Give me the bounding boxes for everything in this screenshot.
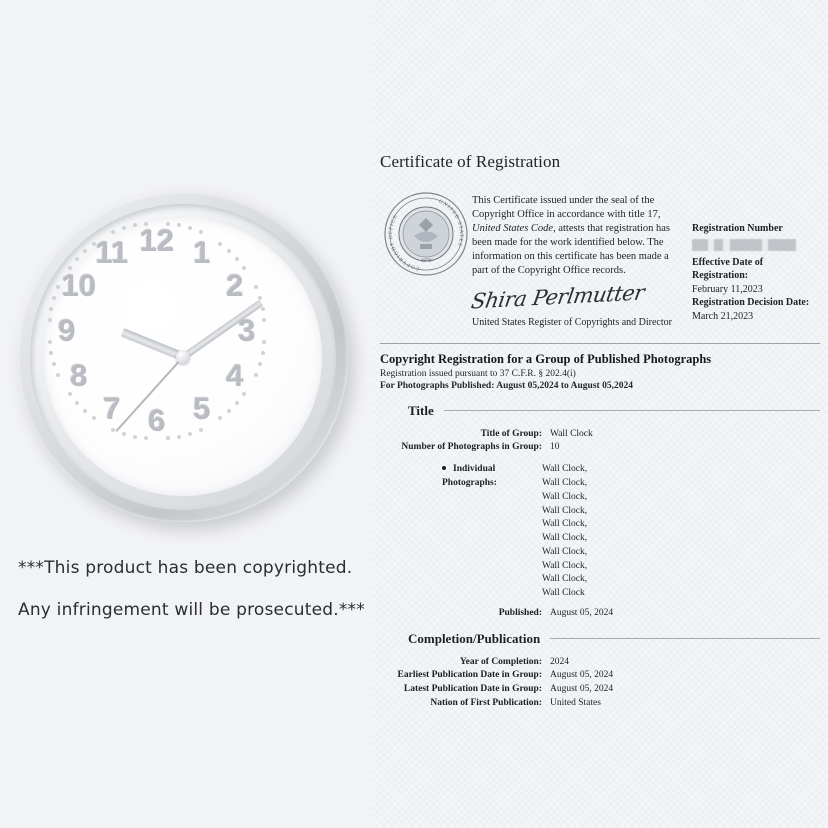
clock-numeral: 3 [238,313,256,348]
clock-center-cap [176,350,190,364]
individual-photograph-item: Wall Clock, [542,464,588,475]
individual-photograph-item: Wall Clock, [542,560,588,571]
clock-minute-dot [227,249,231,253]
title-section-rule [444,410,820,411]
certificate-statement [469,184,684,329]
title-section-label: Title [408,402,434,418]
clock-minute-dot [49,307,53,311]
completion-section-band [380,631,820,647]
individual-photograph-item: Wall Clock, [542,533,588,544]
completion-section-label: Completion/Publication [408,630,541,646]
title-section-band [380,403,820,419]
signature-text: Shira Perlmutter [469,280,646,314]
clock-minute-dot [199,428,203,432]
statement-line-5: been made a part of the Copyright Office records. [472,250,669,276]
clock-numeral: 10 [61,268,97,303]
clock-minute-dot [122,226,126,230]
signature-caption: United States Register of Copyrights and Director [472,316,672,328]
field-nation-of-first-publication [380,697,820,711]
clock-minute-dot [52,296,56,300]
clock-minute-dot [227,409,231,413]
statement-line-1: This Certificate issued under the seal of the Copyright [472,195,655,220]
field-earliest-publication [380,669,820,683]
clock-minute-dot [199,230,203,234]
clock-minute-dot [188,226,192,230]
copyright-notice-line-1: ***This product has been copyrighted. [18,558,353,578]
clock-minute-dot [83,409,87,413]
statement-usc: United States Code [472,222,554,234]
field-label: Published: [498,607,542,618]
individual-photograph-item: Wall Clock, [542,478,588,488]
copyright-notice [18,558,368,642]
clock-minute-dot [258,362,262,366]
clock-minute-dot [262,340,266,344]
individual-photograph-item: Wall Clock, [542,491,588,502]
clock-minute-dot [75,257,79,261]
clock-minute-dot [48,340,52,344]
clock-minute-dot [254,285,258,289]
clock-minute-dot [48,318,52,322]
field-value: 10 [550,442,560,453]
effective-date-value: February 11,2023 [692,283,763,295]
clock-minute-dot [92,416,96,420]
certificate-title: Certificate of Registration [380,152,561,171]
bullet-icon [442,466,446,470]
group-registration-heading: Copyright Registration for a Group of Published Photographs [380,352,712,367]
svg-text:COPYRIGHT OFFICE: COPYRIGHT OFFICE [387,213,421,272]
field-label: Earliest Publication Date in Group: [397,670,542,681]
individual-photograph-item: Wall Clock, [542,574,588,585]
statement-line-4: identified below. The information on this certificate has [472,236,664,262]
field-label: Latest Publication Date in Group: [403,684,542,695]
field-title-of-group [380,428,820,442]
field-value: August 05, 2024 [550,684,614,695]
clock-minute-dot [218,242,222,246]
field-number-of-photographs [380,441,820,455]
individual-photograph-item: Wall Clock [542,588,585,599]
clock-hour-hand [120,328,185,361]
header-divider [380,343,820,344]
field-value: United States [550,697,601,708]
individual-photographs-list [542,463,587,601]
clock-minute-dot [49,351,53,355]
clock-minute-dot [144,436,148,440]
clock-minute-dot [177,435,181,439]
clock-minute-dot [261,351,265,355]
clock-minute-dot [122,432,126,436]
clock-minute-dot [235,401,239,405]
clock-numeral: 6 [148,403,166,438]
clock-minute-dot [75,401,79,405]
clock-numeral: 4 [226,358,244,393]
statement-line-3: attests that registration has been made for the work [472,222,671,248]
registration-number-redacted [692,239,796,251]
clock-face [44,218,322,496]
field-label: Title of Group: [480,428,542,439]
clock-numeral: 8 [70,358,88,393]
clock-numeral: 7 [103,390,121,426]
field-latest-publication [380,683,820,697]
field-year-of-completion [380,656,820,670]
clock-minute-dot [83,249,87,253]
field-value: August 05, 2024 [550,670,614,681]
clock-minute-dot [111,230,115,234]
field-label: Number of Photographs in Group: [401,442,542,453]
seal-icon [384,192,468,276]
individual-photograph-item: Wall Clock, [542,505,588,516]
group-registration-sub-1: Registration issued pursuant to 37 C.F.R. § 202.4(i) [380,369,576,380]
svg-text:UNITED STATES: UNITED STATES [437,198,465,248]
clock-numeral: 5 [193,390,211,426]
clock-minute-dot [56,373,60,377]
field-value: August 05, 2024 [550,607,614,618]
registration-number-label: Registration Number [692,223,783,234]
registration-number-block [692,222,812,323]
clock-minute-dot [218,416,222,420]
clock-numeral: 12 [139,223,175,258]
field-value: Wall Clock [550,428,593,439]
statement-line-2a: Office in accordance with title 17, [517,208,661,220]
individual-photograph-item: Wall Clock, [542,546,588,557]
effective-date-label: Effective Date of Registration: [692,256,764,281]
clock-minute-dot [235,257,239,261]
published-range-label: For Photographs Published: [380,381,497,392]
group-registration-sub-2 [380,380,820,392]
field-label: Year of Completion: [459,656,542,667]
individual-photographs-label: Individual Photographs: [442,464,497,488]
wall-clock-image [18,192,348,522]
clock-minute-dot [262,318,266,322]
field-label: Nation of First Publication: [430,697,542,708]
decision-date-value: March 21,2023 [692,310,754,322]
copyright-notice-line-2: Any infringement will be prosecuted.*** [18,600,365,620]
clock-minute-dot [254,373,258,377]
register-signature [469,280,684,314]
certificate-document [372,0,828,828]
statement-line-2c: , [553,222,556,234]
clock-minute-dot [133,435,137,439]
svg-text:1870: 1870 [420,258,432,264]
clock-minute-dot [166,436,170,440]
copyright-office-seal [380,184,472,276]
clock-minute-dot [261,307,265,311]
clock-minute-dot [188,432,192,436]
clock-minute-dot [133,223,137,227]
clock-numeral: 9 [58,313,76,348]
clock-numeral: 1 [193,235,211,271]
clock-minute-dot [177,223,181,227]
field-published [380,607,820,621]
decision-date-label: Registration Decision Date: [692,297,810,308]
clock-numeral: 2 [226,268,244,303]
published-range-value: August 05,2024 to August 05,2024 [496,381,633,392]
clock-minute-dot [52,362,56,366]
field-individual-photographs [380,463,820,601]
field-value: 2024 [550,656,569,667]
clock-minute-dot [56,285,60,289]
individual-photograph-item: Wall Clock, [542,519,588,530]
individual-photographs-label-wrap [380,463,542,601]
completion-section-rule [550,638,820,639]
product-image-panel [0,0,372,828]
clock-numeral: 11 [95,235,129,271]
